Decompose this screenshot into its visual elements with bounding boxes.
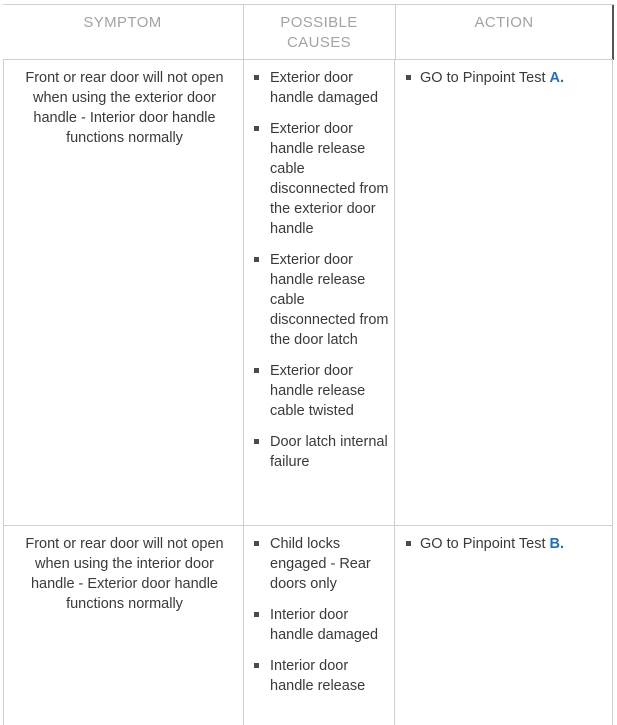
causes-list: [244, 68, 390, 472]
list-item: Exterior door handle release cable disconnected from the exterior door handle: [244, 119, 390, 239]
list-item: Exterior door handle damaged: [244, 68, 390, 108]
symptom-cell: Front or rear door will not open when using the exterior door handle - Interior door handle functions normally: [3, 60, 244, 526]
header-symptom: SYMPTOM: [83, 14, 162, 31]
list-item: Door latch internal failure: [244, 432, 390, 472]
list-item: Interior door handle release: [244, 656, 390, 696]
causes-cell: [244, 60, 395, 526]
square-bullet-icon: [254, 541, 259, 546]
troubleshooting-table: [3, 4, 614, 60]
causes-list: [244, 534, 390, 696]
list-item: GO to Pinpoint Test B.: [395, 534, 606, 554]
action-cell: [395, 60, 613, 526]
square-bullet-icon: [406, 75, 411, 80]
symptom-cell: Front or rear door will not open when using the interior door handle - Exterior door handle functions normally: [3, 526, 244, 725]
pinpoint-test-b-link[interactable]: B.: [549, 536, 564, 552]
square-bullet-icon: [254, 126, 259, 131]
square-bullet-icon: [406, 541, 411, 546]
list-item: Interior door handle damaged: [244, 605, 390, 645]
square-bullet-icon: [254, 439, 259, 444]
pinpoint-test-a-link[interactable]: A.: [549, 70, 564, 86]
list-item: GO to Pinpoint Test A.: [395, 68, 606, 88]
table-row: [3, 59, 613, 526]
header-action: ACTION: [395, 5, 614, 60]
square-bullet-icon: [254, 612, 259, 617]
action-cell: [395, 526, 613, 725]
causes-cell: [244, 526, 395, 725]
list-item: Child locks engaged - Rear doors only: [244, 534, 390, 594]
square-bullet-icon: [254, 75, 259, 80]
action-list: [395, 68, 606, 88]
square-bullet-icon: [254, 663, 259, 668]
list-item: Exterior door handle release cable disconnected from the door latch: [244, 250, 390, 350]
table-row: [3, 525, 613, 725]
square-bullet-icon: [254, 257, 259, 262]
list-item: Exterior door handle release cable twisted: [244, 361, 390, 421]
square-bullet-icon: [254, 368, 259, 373]
action-list: [395, 534, 606, 554]
table-header: [3, 4, 614, 60]
header-possible-causes: POSSIBLE CAUSES: [243, 5, 394, 60]
